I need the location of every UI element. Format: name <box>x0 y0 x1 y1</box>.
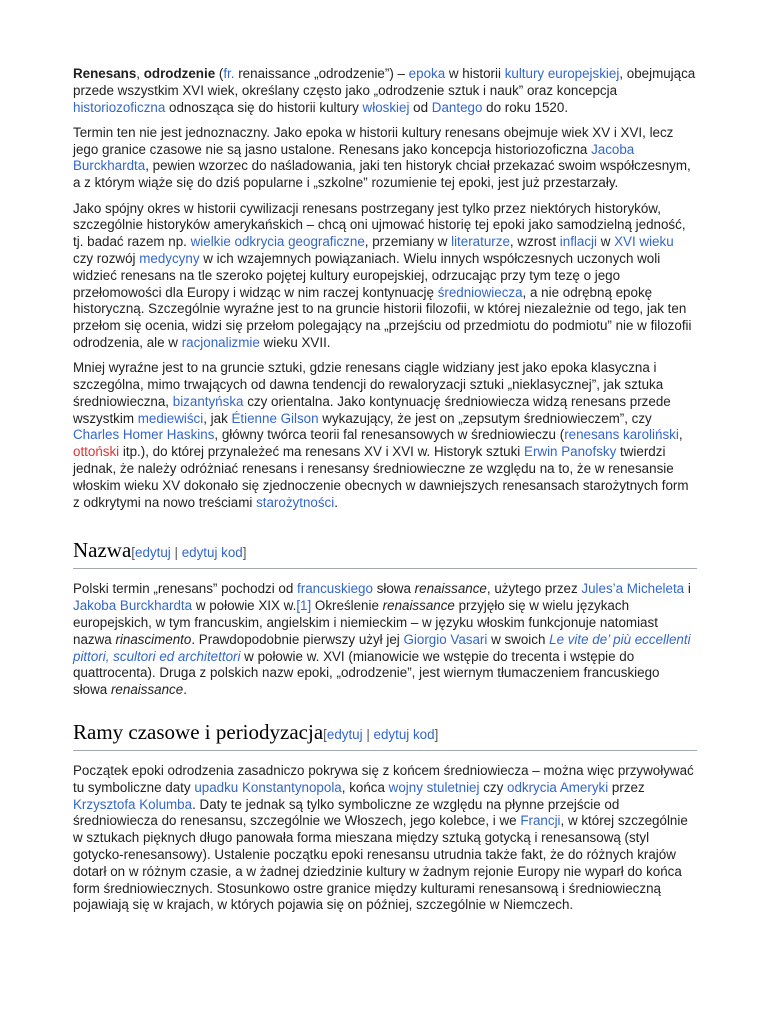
paragraph-3 <box>73 201 697 352</box>
link-dantego[interactable]: Dantego <box>431 99 483 115</box>
link-odkrycia-ameryki[interactable]: odkrycia Ameryki <box>507 779 609 795</box>
text: Początek epoki odrodzenia zasadniczo pokrywa się z końcem średniowiecza – można więc przywoływać tu symboliczne daty <box>73 763 694 795</box>
text: Jako spójny okres w historii cywilizacji renesans postrzegany jest tylko przez niektórych historyków, szczególnie historyków amerykańskich – chcą oni ujmować historię tej epoki jako samodzielną jedność, tj. badać razem np. <box>73 200 686 250</box>
link-erwin-panofsky[interactable]: Erwin Panofsky <box>524 444 617 460</box>
text: wykazujący, że jest on „zepsutym średniowieczem”, czy <box>318 410 652 426</box>
link-giorgio-vasari[interactable]: Giorgio Vasari <box>403 631 488 647</box>
edit-section-links <box>323 727 438 742</box>
text: , jak <box>203 410 232 426</box>
text: . <box>183 682 187 698</box>
italic-term: rinascimento <box>115 631 192 647</box>
text: Termin ten nie jest jednoznaczny. Jako epoka w historii kultury renesans obejmuje wiek XV i XVI, lecz jego granice czasowe nie są jasno ustalone. Renesans jako koncepcja historiozoficzna <box>73 124 674 157</box>
text: . <box>334 494 338 510</box>
link-krzysztofa-kolumba[interactable]: Krzysztofa Kolumba <box>73 796 193 812</box>
text: , a nie odrębną epokę historyczną. Szczególnie wyraźne jest to na gruncie historii filozofii, w której niezależnie od tego, jak ten przełom się ocenia, widzi się przełom polegający na „przejściu od przedmiotu do podmiotu” nie w filozofii odrodzenia, ale w <box>73 284 692 350</box>
link-starozytnosci[interactable]: starożytności <box>256 494 335 510</box>
term-bold: Renesans <box>73 66 137 81</box>
text: ( <box>215 66 224 81</box>
link-mediewisci[interactable]: mediewiści <box>137 410 204 426</box>
link-wielkie-odkrycia[interactable]: wielkie odkrycia geograficzne <box>190 234 365 250</box>
intro-paragraph <box>73 66 697 116</box>
link-inflacji[interactable]: inflacji <box>559 234 597 250</box>
italic-term: renaissance <box>110 682 184 698</box>
text: , wzrost <box>509 234 560 250</box>
link-francuskiego[interactable]: francuskiego <box>297 581 373 597</box>
section-heading-ramy-czasowe <box>73 719 697 751</box>
text: Polski termin „renesans” pochodzi od <box>73 581 298 597</box>
text: . Daty te jednak są tylko symboliczne ze względu na płynne przejście od średniowiecza do renesansu, szczególnie we Włoszech, jego kolebce, i we <box>73 796 620 829</box>
link-fr[interactable]: fr. <box>223 66 235 81</box>
italic-term: renaissance <box>382 598 455 614</box>
redlink-ottonski[interactable]: ottoński <box>73 444 120 460</box>
link-wloskiej[interactable]: włoskiej <box>362 99 410 115</box>
text: w połowie XIX w. <box>192 598 297 614</box>
term-alt-bold: odrodzenie <box>143 66 216 81</box>
text: do roku 1520. <box>482 99 569 115</box>
link-upadku-konstantynopola[interactable]: upadku Konstantynopola <box>194 779 342 795</box>
text: w ich wzajemnych powiązaniach. Wielu innych współczesnych uczonych woli widzieć renesans na tle szeroko pojętej kultury europejskiej, odrzucając przy tym tezę o jego przełomowości dla Europy i widząc w nim raczej kontynuację <box>73 250 661 300</box>
link-charles-homer-haskins[interactable]: Charles Homer Haskins <box>73 427 215 443</box>
heading-text: Ramy czasowe i periodyzacja <box>73 720 324 744</box>
text: w <box>596 234 615 250</box>
bracket: ] <box>242 545 247 561</box>
text: , główny twórca teorii fal renesansowych w średniowieczu ( <box>214 427 565 443</box>
link-kultury-europejskiej[interactable]: kultury europejskiej <box>504 66 620 81</box>
text: , przemiany w <box>364 234 452 250</box>
text: renaissance „odrodzenie”) – <box>234 66 409 81</box>
separator: | <box>362 727 374 742</box>
text: Mniej wyraźne jest to na gruncie sztuki, gdzie renesans ciągle widziany jest jako epoka klasyczna i szczególna, mimo trwających od dawna tendencji do rewaloryzacji sztuki „nieklasycznej”, jak sztuka średniowieczna, <box>73 360 664 409</box>
edit-code-link[interactable]: edytuj kod <box>181 545 243 561</box>
text: w połowie w. XVI (mianowicie we wstępie do trecenta i wstępie do quattrocenta). Druga z polskich nazw epoki, „odrodzenie”, jest wiernym tłumaczeniem francuskiego słowa <box>73 648 660 698</box>
text: , <box>136 66 144 81</box>
edit-link[interactable]: edytuj <box>326 727 363 742</box>
link-medycyny[interactable]: medycyny <box>139 250 200 266</box>
italic-link-text[interactable]: Le vite de’ più eccellenti pittori, scultori ed architettori <box>73 631 691 664</box>
link-francji[interactable]: Francji <box>520 813 561 829</box>
link-jakoba-burckhardta[interactable]: Jakoba Burckhardta <box>73 598 193 614</box>
link-historiozoficzna[interactable]: historiozoficzna <box>73 99 166 115</box>
link-racjonalizmie[interactable]: racjonalizmie <box>181 334 260 350</box>
text: przyjęło się w wielu językach europejskich, w tym francuskim, angielskim i niemieckim – w języku włoskim funkcjonuje natomiast nazwa <box>73 598 658 647</box>
link-xvi-wieku[interactable]: XVI wieku <box>614 234 674 250</box>
text: Określenie <box>311 598 383 614</box>
edit-code-link[interactable]: edytuj kod <box>373 727 435 742</box>
link-epoka[interactable]: epoka <box>408 66 446 81</box>
link-sredniowiecza[interactable]: średniowiecza <box>437 284 523 300</box>
text: . Prawdopodobnie pierwszy użył jej <box>191 631 404 647</box>
paragraph-4 <box>73 360 697 511</box>
paragraph-2 <box>73 125 697 192</box>
paragraph-ramy <box>73 763 697 914</box>
link-jacoba-burckhardta[interactable]: Jacoba Burckhardta <box>73 141 635 174</box>
edit-section-links <box>131 545 246 560</box>
bracket: [ <box>323 727 327 742</box>
link-bizantynska[interactable]: bizantyńska <box>172 393 244 409</box>
text: odnosząca się do historii kultury <box>165 99 363 115</box>
text: , użytego przez <box>486 581 582 597</box>
reference-link-1[interactable]: [1] <box>296 598 312 614</box>
text: , obejmująca przede wszystkim XVI wiek, określany często jako „odrodzenie sztuk i nauk” oraz koncepcja <box>73 66 696 98</box>
text: w swoich <box>487 631 550 647</box>
text: od <box>409 99 432 115</box>
article-content <box>73 66 697 923</box>
text: czy orientalna. Jako kontynuację średniowiecza widzą renesans przede wszystkim <box>73 393 671 426</box>
link-jules-micheleta[interactable]: Jules’a Micheleta <box>581 581 685 597</box>
link-wojny-stuletniej[interactable]: wojny stuletniej <box>388 779 480 795</box>
italic-term: renaissance <box>414 581 487 597</box>
text: wieku XVII. <box>259 334 331 350</box>
text: czy rozwój <box>73 250 140 266</box>
link-etienne-gilson[interactable]: Étienne Gilson <box>231 410 319 426</box>
heading-text: Nazwa <box>73 538 132 563</box>
link-renesans-karolinski[interactable]: renesans karoliński <box>564 427 679 443</box>
text: twierdzi jednak, że należy odróżniać renesans i renesansy średniowieczne ze względu na to, że w renesansie włoskim wieku XV dokonało się zjednoczenie obecnych w dawniejszych renesansach starożytnych form z odkrytymi na nowo treściami <box>73 444 689 510</box>
text: , <box>678 427 683 443</box>
bracket: ] <box>434 727 439 742</box>
bracket: [ <box>131 545 136 561</box>
text: w historii <box>445 66 505 81</box>
paragraph-nazwa <box>73 581 697 699</box>
text: itp.), do której przynależeć ma renesans XV i XVI w. Historyk sztuki <box>119 444 525 460</box>
text: , w której szczególnie w sztukach pięknych długo panowała forma mieszana między sztuką gotycką i renesansową (styl gotycko-renesansowy). Ustalenie początku epoki renesansu utrudnia także fakt, że do różnych krajów dotarł on w różnym czasie, a w żadnej dziedzinie kultury w żadnym rejonie Europy nie wyparł do końca form średniowiecznych. Stosunkowo ostre granice między kulturami renesansową i średniowieczną pojawiają się w krajach, w których pojawia się on później, szczególnie w Niemczech. <box>73 813 688 913</box>
text: przez <box>608 779 645 795</box>
text: czy <box>479 779 507 795</box>
text: i <box>684 581 691 597</box>
link-literaturze[interactable]: literaturze <box>451 234 510 250</box>
text: , końca <box>341 779 389 795</box>
edit-link[interactable]: edytuj <box>135 545 171 561</box>
text: , pewien wzorzec do naśladowania, jaki ten historyk chciał przekazać swoim współczesnym, a z którym wiąże się do dziś popularne i „szkolne” rozumienie tej epoki, jest już przestarzały. <box>73 158 691 191</box>
section-heading-nazwa <box>73 537 697 569</box>
text: słowa <box>372 581 415 597</box>
separator: | <box>170 545 182 561</box>
